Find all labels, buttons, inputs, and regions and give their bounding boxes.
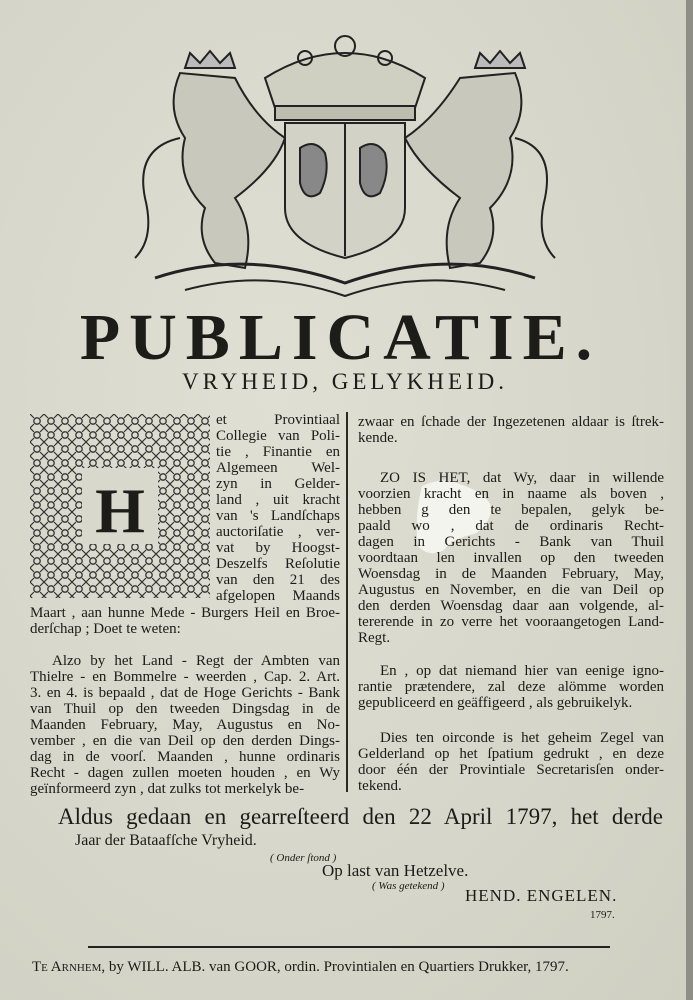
text-line: den derden Woensdag daar aan volgende, al- xyxy=(358,598,664,614)
text-line: Deszelfs Reſolutie xyxy=(216,556,340,572)
text-line: Gelderland op het ſpatium gedrukt , en deze xyxy=(358,746,664,762)
text-line: land , uit kracht xyxy=(216,492,340,508)
drop-cap-letter: H xyxy=(95,475,145,546)
text-line: Maart , aan hunne Mede - Burgers Heil en Broe- xyxy=(30,605,340,621)
printer-imprint xyxy=(32,959,569,976)
text-line: tererende in zo verre het vooraangetogen Land- xyxy=(358,614,664,630)
left-paragraph xyxy=(30,653,340,797)
footer-rule xyxy=(88,946,610,948)
coat-of-arms-emblem xyxy=(125,28,565,298)
text-line: tekend. xyxy=(358,778,402,794)
text-line: Regt. xyxy=(358,630,391,646)
text-line: van 's Landſchaps xyxy=(216,508,340,524)
text-line: dagen in Gerichts - Bank van Thuil xyxy=(358,534,664,550)
text-line: Augustus en November, en die van Deil op xyxy=(358,582,664,598)
text-line: rantie prætendere, zal deze alömme worden xyxy=(358,679,664,695)
text-line: Woensdag in de Maanden February, May, xyxy=(358,566,664,582)
imprint-text: , by WILL. ALB. van GOOR, ordin. Provintialen en Quartiers Drukker, 1797. xyxy=(101,959,569,975)
text-line: Dies ten oirconde is het geheim Zegel van xyxy=(380,730,664,746)
text-line: dag in de voorſ. Maanden , hunne ordinaris xyxy=(30,749,340,765)
was-getekend-note: ( Was getekend ) xyxy=(372,880,445,892)
text-line: gepubliceerd en geäffigeerd , als gebruikelyk. xyxy=(358,695,633,711)
text-line: hebben g den te bepalen, gelyk be- xyxy=(358,502,664,518)
text-line: Alzo by het Land - Regt der Ambten van xyxy=(52,653,340,669)
text-line: et Provintiaal xyxy=(216,412,340,428)
text-line: van Thuil op den tweeden Dingsdag in de xyxy=(30,701,340,717)
signatory-name: HEND. ENGELEN. xyxy=(465,886,618,905)
ornamental-drop-cap xyxy=(30,414,210,598)
text-line: Thielre - en Bommelre - weerden , Cap. 2. Art. xyxy=(30,669,340,685)
text-line: zyn in Gelder- xyxy=(216,476,340,492)
text-line: derſchap ; Doet te weten: xyxy=(30,621,181,637)
text-line: Recht - dagen zullen moeten houden , en Wy xyxy=(30,765,340,781)
text-line: En , op dat niemand hier van eenige igno- xyxy=(380,663,664,679)
dated-line: Aldus gedaan en gearreſteerd den 22 April 1797, het derde xyxy=(58,804,663,829)
text-line: ZO IS HET, dat Wy, daar in willende xyxy=(380,470,664,486)
text-line: geïnformeerd zyn , dat zulks tot merkelyk be- xyxy=(30,781,305,797)
document-title: PUBLICATIE. xyxy=(79,301,602,374)
text-line: voorzien kracht en in naame als boven , xyxy=(358,486,664,502)
text-line: Algemeen Wel- xyxy=(216,460,340,476)
text-line: tie , Finantie en xyxy=(216,444,340,460)
text-line: voordtaan len invallen op den tweeden xyxy=(358,550,664,566)
right-paragraph-4 xyxy=(358,730,664,794)
text-line: vember , en die van Deil op den derden Dings- xyxy=(30,733,340,749)
text-line: door één der Provintiale Secretarisſen onder- xyxy=(358,762,664,778)
text-line: vat by Hoogst- xyxy=(216,540,340,556)
text-line: Collegie van Poli- xyxy=(216,428,340,444)
text-line: 3. en 4. is bepaald , dat de Hoge Gerichts - Bank xyxy=(30,685,340,701)
text-line: auctoriſatie , ver- xyxy=(216,524,340,540)
text-line: paald wo , dat de ordinaris Recht- xyxy=(358,518,664,534)
document-subtitle: VRYHEID, GELYKHEID. xyxy=(181,369,509,394)
right-paragraph-2 xyxy=(358,470,664,646)
right-paragraph-3 xyxy=(358,663,664,711)
text-line: afgelopen Maands xyxy=(216,588,340,604)
signature-year: 1797. xyxy=(590,909,615,921)
onder-stond-note: ( Onder ſtond ) xyxy=(270,852,337,864)
imprint-place: Te Arnhem xyxy=(32,959,102,975)
column-divider xyxy=(346,412,348,792)
right-paragraph-1 xyxy=(358,414,664,446)
text-line: zwaar en ſchade der Ingezetenen aldaar is ſtrek- xyxy=(358,414,664,430)
text-line: van den 21 des xyxy=(216,572,340,588)
year-of-liberty: Jaar der Bataafſche Vryheid. xyxy=(75,832,257,849)
left-intro-text xyxy=(216,412,340,604)
op-last-line: Op last van Hetzelve. xyxy=(322,861,469,880)
text-line: Maanden February, May, Augustus en No- xyxy=(30,717,340,733)
text-line: kende. xyxy=(358,430,398,446)
left-intro-continuation xyxy=(30,605,340,637)
